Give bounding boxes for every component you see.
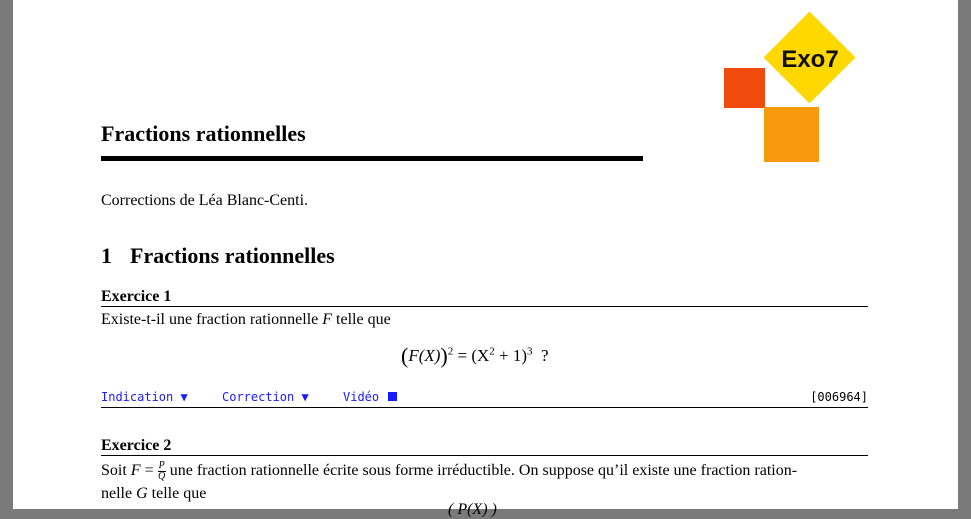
video-link-label: Vidéo: [343, 390, 380, 404]
exercise-1-rule: [101, 306, 868, 307]
indication-link[interactable]: Indication ▼: [101, 390, 188, 404]
statement-text: une fraction rationnelle écrite sous forme irréductible. On suppose qu’il existe une fraction ration-: [165, 462, 798, 480]
exercise-2-title: Exercice 2: [101, 437, 172, 454]
exercise-1-equation: [401, 343, 549, 369]
credits: Corrections de Léa Blanc-Centi.: [101, 192, 309, 209]
logo-orange-square: [764, 107, 819, 162]
statement-variable: F: [322, 311, 333, 328]
section-heading: [101, 243, 335, 269]
lhs-exponent: 2: [447, 345, 454, 358]
exercise-1-title: Exercice 1: [101, 288, 172, 305]
statement-text: nelle: [101, 485, 137, 502]
fraction-p-over-q: [158, 461, 166, 482]
paren-close: ): [440, 343, 448, 368]
fraction-numerator: P: [158, 460, 165, 471]
exercise-2-equation-partial: ( P(X) ): [448, 501, 497, 518]
statement-text: =: [140, 462, 158, 480]
exercise-1-statement: [101, 311, 391, 329]
document-page: [13, 0, 958, 518]
exercise-2-rule: [101, 455, 868, 456]
paren-open: (: [401, 343, 409, 368]
statement-text: telle que: [147, 485, 207, 502]
document-title: Fractions rationnelles: [101, 121, 306, 146]
logo-red-square: [724, 68, 765, 108]
equation-rhs-end: + 1): [494, 346, 528, 365]
statement-text: Existe-t-il une fraction rationnelle: [101, 311, 323, 328]
inner-exponent: 2: [489, 345, 495, 358]
statement-variable: F: [130, 462, 141, 480]
exercise-1-links: [101, 390, 868, 406]
rhs-exponent: 3: [527, 345, 533, 358]
statement-text: Soit: [101, 462, 131, 480]
statement-text: telle que: [332, 311, 391, 328]
equation-rhs-start: = (X: [453, 346, 490, 365]
exercise-2-line-1: [101, 461, 797, 482]
statement-variable: G: [136, 485, 148, 502]
exercise-2-line-2: [101, 485, 206, 503]
equation-lhs: F(X): [408, 346, 441, 365]
exercise-code: [006964]: [810, 390, 868, 404]
question-mark: ?: [532, 346, 549, 365]
section-number: 1: [101, 243, 112, 268]
video-link[interactable]: [343, 390, 397, 404]
fraction-denominator: Q: [158, 471, 166, 482]
logo-text: Exo7: [781, 46, 839, 73]
title-rule: [101, 156, 643, 161]
section-title: Fractions rationnelles: [130, 243, 335, 268]
exercise-1-bottom-rule: [101, 407, 868, 408]
video-square-icon: [388, 392, 397, 401]
correction-link[interactable]: Correction ▼: [222, 390, 309, 404]
